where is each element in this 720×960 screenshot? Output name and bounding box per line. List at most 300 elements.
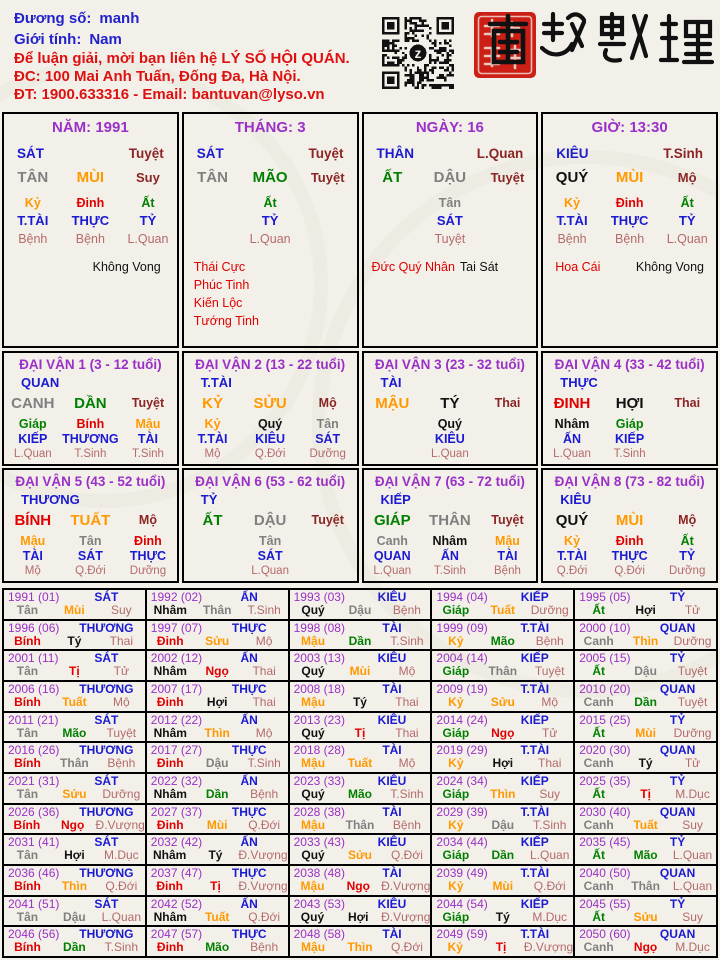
year-line-1 — [4, 714, 145, 727]
year-stem: Kỷ — [448, 817, 464, 832]
year-cell-2023 — [290, 774, 431, 803]
daivan-title: ĐẠI VẬN 1 (3 - 12 tuổi) — [19, 357, 162, 372]
year-cell-1994 — [432, 590, 573, 619]
year-line-2 — [147, 665, 288, 678]
daivan-stem: CANH — [11, 395, 55, 412]
daivan-hidden-stem-row — [543, 534, 716, 549]
year-god-label: THƯƠNG — [79, 804, 134, 819]
daivan-hidden-stage-1: L.Quan — [431, 448, 469, 460]
year-stage: Đ.Vượng — [381, 909, 431, 924]
pillar-title: GIỜ: 13:30 — [591, 119, 668, 136]
year-cell-2027 — [147, 805, 288, 834]
year-line-2 — [432, 757, 573, 770]
daivan-stage: Thai — [494, 396, 521, 410]
year-stage: Suy — [682, 909, 703, 924]
year-cell-1997 — [147, 621, 288, 650]
year-stem: Canh — [583, 940, 614, 955]
pillar-box-1 — [2, 112, 179, 348]
year-branch: Ngọ — [633, 940, 658, 955]
pillar-notes — [184, 258, 357, 330]
daivan-hidden-stem-1: Giáp — [615, 417, 644, 431]
year-branch: Dần — [63, 940, 86, 955]
year-god-label: THỰC — [231, 681, 267, 696]
pillar-note-1: Phúc Tinh — [193, 278, 250, 292]
pillar-stem-branch-row — [4, 168, 177, 187]
daivan-hidden-god-row — [543, 549, 716, 564]
year-stem: Mậu — [301, 940, 326, 955]
year-label: 2038 (48) — [293, 865, 345, 880]
daivan-hidden-stage-1: T.Sinh — [74, 448, 107, 460]
year-god-label: KIÊU — [377, 773, 407, 788]
year-branch: Thìn — [632, 633, 659, 648]
year-god-label: TỶ — [669, 773, 686, 788]
year-stage: T.Sinh — [533, 817, 567, 832]
year-branch: Sửu — [347, 848, 372, 863]
pillar-note-0: Hoa Cái — [555, 260, 601, 274]
year-stem: Tân — [16, 848, 39, 863]
year-cell-2031 — [4, 835, 145, 864]
year-stem: Nhâm — [153, 848, 187, 863]
pillar-hidden-stage-row — [4, 231, 177, 247]
daivan-hidden-stage-0 — [184, 564, 242, 578]
daivan-hidden-stem-row — [364, 534, 537, 549]
year-line-1 — [147, 622, 288, 635]
year-label: 2031 (41) — [8, 835, 60, 850]
year-god-label: QUAN — [659, 927, 696, 942]
year-stage: Mộ — [398, 664, 416, 679]
year-line-2 — [290, 696, 431, 709]
year-label: 2010 (20) — [579, 681, 631, 696]
daivan-hidden-stem-0: Kỷ — [204, 417, 221, 431]
daivan-hidden-stem-1: Nhâm — [432, 534, 468, 548]
year-branch: Tuất — [633, 817, 658, 832]
pillar-hidden-stem-row — [184, 195, 357, 211]
pillar-hidden-god-0 — [184, 213, 242, 229]
year-cell-2004 — [432, 651, 573, 680]
year-label: 1993 (03) — [293, 590, 345, 604]
year-branch: Mão — [347, 786, 372, 801]
year-god-label: QUAN — [659, 620, 696, 635]
year-stem: Tân — [16, 664, 39, 679]
year-line-2 — [290, 819, 431, 832]
year-label: 2045 (55) — [579, 896, 631, 911]
year-stage: Bệnh — [535, 633, 564, 648]
year-label: 2013 (23) — [293, 712, 345, 727]
year-label: 2039 (49) — [436, 865, 488, 880]
year-line-1 — [4, 622, 145, 635]
daivan-hidden-stage-row — [4, 447, 177, 461]
year-god-label: ẤN — [240, 773, 258, 788]
year-line-1 — [575, 806, 716, 819]
daivan-branch: THÂN — [429, 512, 471, 529]
year-stage: Dưỡng — [530, 603, 569, 617]
pillar-hidden-stage-2 — [479, 231, 537, 247]
year-stem: Tân — [16, 603, 39, 617]
pillar-branch: MÙI — [615, 169, 644, 186]
year-stem: Giáp — [442, 725, 470, 740]
daivan-hidden-stage-1: T.Sinh — [433, 565, 466, 577]
year-stage: Tử — [113, 664, 130, 679]
year-stem: Đinh — [156, 756, 184, 771]
year-line-2 — [4, 941, 145, 954]
year-line-2 — [290, 727, 431, 740]
year-cell-2040 — [575, 866, 716, 895]
year-stem: Nhâm — [153, 786, 187, 801]
pillar-note-3: Tướng Tinh — [193, 314, 259, 328]
year-branch: Tý — [352, 694, 367, 709]
daivan-hidden-god-1: THỰC — [611, 549, 648, 563]
year-stem: Mậu — [300, 878, 325, 893]
daivan-stem-branch-row — [364, 511, 537, 530]
year-stem: Ất — [592, 848, 605, 863]
year-cell-2015 — [575, 713, 716, 742]
daivan-hidden-stage-0: Mộ — [204, 448, 221, 460]
year-label: 2009 (19) — [436, 681, 488, 696]
daivan-hidden-stage-1: Q.Đới — [254, 448, 286, 460]
year-cell-2016 — [4, 743, 145, 772]
daivan-stem-branch-row — [543, 511, 716, 530]
pillar-hidden-stem-2 — [479, 195, 537, 211]
year-stem: Quý — [301, 664, 325, 679]
year-stage: L.Quan — [101, 909, 142, 924]
year-stem: Tân — [16, 909, 39, 924]
year-stem: Canh — [583, 694, 614, 709]
year-god-label: KIÊU — [377, 712, 407, 727]
year-label: 2050 (60) — [579, 927, 631, 942]
year-cell-2024 — [432, 774, 573, 803]
pillar-top-row — [364, 145, 537, 162]
year-line-2 — [432, 665, 573, 678]
pillar-hidden-god-2: TỶ — [678, 213, 696, 228]
year-label: 1999 (09) — [436, 620, 488, 635]
daivan-hidden-stem-row — [184, 534, 357, 549]
year-line-2 — [290, 911, 431, 924]
year-branch: Thân — [60, 756, 89, 771]
daivan-hidden-stem-row — [184, 417, 357, 432]
pillar-hidden-god-2 — [479, 213, 537, 229]
year-stage: T.Sinh — [390, 633, 424, 648]
daivan-hidden-stem-2 — [479, 417, 537, 432]
year-branch: Thìn — [204, 725, 230, 740]
year-line-2 — [575, 880, 716, 893]
pillar-note-0: Không Vong — [92, 260, 161, 274]
year-stage: M.Dục — [532, 909, 568, 924]
year-cell-2028 — [290, 805, 431, 834]
zalo-z-mark: z — [414, 46, 422, 62]
daivan-hidden-stage-2: T.Sinh — [131, 448, 164, 460]
year-stage: L.Quan — [672, 848, 713, 863]
year-cell-2035 — [575, 835, 716, 864]
year-branch: Thân — [202, 603, 232, 617]
pillar-box-3 — [362, 112, 539, 348]
gender-value: Nam — [89, 31, 122, 48]
year-line-1 — [4, 806, 145, 819]
year-stage: L.Quan — [530, 848, 570, 863]
year-cell-1992 — [147, 590, 288, 619]
year-god-label: TÀI — [382, 804, 402, 819]
year-stem: Bính — [14, 633, 41, 648]
daivan-stem-branch-row — [543, 394, 716, 413]
year-line-2 — [147, 911, 288, 924]
pillar-hidden-god-1: SÁT — [436, 213, 463, 228]
owner-label: Đương số: — [14, 10, 92, 27]
year-line-2 — [575, 941, 716, 954]
pillar-note-2: Kiến Lộc — [193, 296, 243, 310]
year-line-2 — [432, 849, 573, 862]
year-branch: Tuất — [204, 909, 230, 924]
year-branch: Tị — [69, 664, 80, 679]
year-cell-2005 — [575, 651, 716, 680]
year-branch: Hợi — [347, 909, 369, 924]
year-label: 2035 (45) — [579, 835, 631, 850]
daivan-hidden-god-1: ẤN — [440, 549, 459, 563]
year-line-1 — [575, 622, 716, 635]
year-branch: Tuất — [347, 756, 373, 771]
daivan-hidden-stage-2 — [299, 564, 357, 578]
year-line-1 — [290, 806, 431, 819]
year-label: 2049 (59) — [436, 927, 488, 942]
year-stage: T.Sinh — [247, 603, 281, 617]
year-god-label: ẤN — [240, 590, 258, 604]
pillar-hidden-stage-0: Bệnh — [18, 232, 48, 246]
pillar-hidden-stem-row — [364, 195, 537, 211]
year-label: 2037 (47) — [150, 865, 203, 880]
pillar-hidden-stem-0 — [364, 195, 422, 211]
pillar-hidden-stage-1: Tuyệt — [434, 232, 466, 246]
year-stage: Thai — [252, 664, 276, 679]
daivan-title: ĐẠI VẬN 2 (13 - 22 tuổi) — [195, 357, 346, 372]
contact-line-3: ĐT: 1900.633316 - Email: bantuvan@lyso.vn — [14, 86, 325, 103]
pillar-hidden-stage-2: L.Quan — [127, 232, 169, 246]
year-line-2 — [432, 604, 573, 617]
year-label: 2033 (43) — [293, 835, 345, 850]
year-line-2 — [4, 635, 145, 648]
pillar-hidden-stem-0 — [184, 195, 242, 211]
year-cell-2041 — [4, 897, 145, 926]
year-stage: Mộ — [398, 756, 416, 771]
year-stem: Quý — [301, 848, 325, 863]
pillar-branch: MÃO — [252, 169, 288, 186]
year-cell-2030 — [575, 805, 716, 834]
year-branch: Sửu — [62, 786, 87, 801]
daivan-box-4 — [541, 351, 718, 466]
year-line-2 — [4, 849, 145, 862]
year-god-label: SÁT — [94, 651, 119, 666]
year-god-label: KIÊU — [377, 651, 407, 666]
year-stage: Đ.Vượng — [238, 878, 288, 893]
daivan-stem-branch-row — [184, 511, 357, 530]
daivan-title: ĐẠI VẬN 6 (53 - 62 tuổi) — [195, 474, 346, 489]
daivan-stem: ĐINH — [553, 395, 591, 412]
pillar-hidden-god-2 — [299, 213, 357, 229]
year-god-label: KIẾP — [520, 590, 549, 604]
year-stage: Q.Đới — [248, 817, 281, 832]
year-line-2 — [4, 819, 145, 832]
daivan-hidden-stage-0 — [364, 447, 422, 461]
year-branch: Ngọ — [491, 725, 515, 740]
daivan-stem-branch-row — [4, 394, 177, 413]
year-line-2 — [432, 880, 573, 893]
year-label: 2003 (13) — [293, 651, 345, 666]
pillar-hidden-stage-row — [184, 231, 357, 247]
year-cell-2042 — [147, 897, 288, 926]
year-branch: Thân — [488, 664, 518, 679]
year-branch: Dậu — [63, 909, 86, 924]
pillar-hidden-stage-row — [364, 231, 537, 247]
daivan-hidden-stem-0: Nhâm — [554, 417, 590, 431]
pillar-notes — [543, 258, 716, 276]
pillar-hidden-stem-0: Kỷ — [24, 196, 41, 210]
daivan-stem: ẤT — [202, 512, 223, 529]
daivan-hidden-god-1: SÁT — [257, 549, 283, 563]
year-stage: Suy — [539, 786, 561, 801]
pillar-stem: TÂN — [17, 169, 49, 186]
daivan-hidden-stage-2: Dưỡng — [309, 448, 346, 460]
pillar-hidden-god-1: TỶ — [261, 213, 279, 228]
year-line-2 — [147, 604, 288, 617]
year-branch: Tị — [640, 786, 651, 801]
year-branch: Tị — [210, 878, 221, 893]
pillar-stem: ẤT — [382, 169, 403, 186]
year-stem: Nhâm — [153, 603, 187, 617]
year-line-1 — [147, 806, 288, 819]
year-cell-2012 — [147, 713, 288, 742]
year-label: 1992 (02) — [150, 590, 203, 604]
year-branch: Thìn — [61, 878, 88, 893]
daivan-hidden-stage-1: Q.Đới — [614, 565, 645, 577]
pillar-branch: DẬU — [433, 169, 467, 186]
year-stem: Nhâm — [153, 725, 187, 740]
year-line-1 — [147, 714, 288, 727]
year-branch: Dần — [491, 848, 515, 863]
year-stem: Quý — [300, 909, 325, 924]
year-stage: Mộ — [255, 633, 273, 648]
year-god-label: KIẾP — [520, 835, 549, 850]
year-stem: Đinh — [156, 694, 184, 709]
pillar-top-stage: L.Quan — [476, 146, 524, 161]
year-branch: Tuất — [490, 603, 515, 617]
year-line-2 — [147, 727, 288, 740]
daivan-stage: Mộ — [318, 396, 337, 410]
pillar-hidden-stem-2 — [299, 195, 357, 211]
pillars-row — [2, 112, 718, 348]
pillar-note-0: Đức Quý Nhân — [371, 260, 455, 274]
annual-years-table — [2, 588, 718, 958]
year-line-2 — [432, 696, 573, 709]
daivan-hidden-stage-2 — [479, 447, 537, 461]
year-stem: Quý — [301, 786, 325, 801]
pillar-hidden-stage-1: Bệnh — [75, 232, 105, 246]
year-stage: L.Quan — [672, 878, 713, 893]
year-label: 2001 (11) — [8, 651, 59, 666]
year-god-label: THỰC — [231, 620, 267, 635]
year-branch: Mùi — [64, 603, 85, 617]
year-line-2 — [147, 696, 288, 709]
year-stem: Kỷ — [448, 756, 464, 771]
year-label: 2040 (50) — [579, 865, 631, 880]
year-cell-1995 — [575, 590, 716, 619]
pillar-god-label: THÂN — [376, 146, 414, 161]
year-cell-2002 — [147, 651, 288, 680]
daivan-hidden-stem-0: Mậu — [20, 534, 46, 548]
year-cell-2048 — [290, 927, 431, 956]
daivan-hidden-god-0: KIẾP — [18, 432, 48, 446]
year-stage: Đ.Vượng — [238, 848, 288, 863]
year-cell-2050 — [575, 927, 716, 956]
year-label: 2017 (27) — [150, 743, 203, 758]
year-cell-2013 — [290, 713, 431, 742]
daivan-hidden-stem-0: Kỷ — [564, 534, 581, 548]
year-branch: Hợi — [64, 848, 85, 863]
daivan-stem: KỶ — [202, 395, 223, 412]
year-stage: Bệnh — [392, 603, 421, 617]
year-line-2 — [290, 604, 431, 617]
daivan-stage: Mộ — [678, 513, 697, 527]
pillar-hidden-god-0: T.TÀI — [17, 213, 49, 228]
daivan-hidden-god-row — [184, 432, 357, 447]
year-stage: Bệnh — [250, 940, 279, 955]
pillar-hidden-stage-2: L.Quan — [666, 232, 708, 246]
year-label: 2018 (28) — [293, 743, 345, 758]
year-stem: Ất — [592, 909, 605, 924]
daivan-hidden-stem-row — [4, 534, 177, 549]
year-cell-2019 — [432, 743, 573, 772]
pillar-hidden-stem-1: Ất — [263, 196, 277, 210]
daivan-hidden-stem-1: Quý — [437, 417, 463, 431]
pillar-hidden-god-0 — [364, 213, 422, 229]
year-god-label: KIÊU — [377, 835, 407, 850]
glyph-ly — [661, 16, 712, 62]
year-branch: Thìn — [347, 940, 373, 955]
year-label: 2029 (39) — [436, 804, 488, 819]
glyph-so — [600, 14, 646, 61]
year-cell-1993 — [290, 590, 431, 619]
daivan-stem: BÍNH — [14, 512, 52, 529]
year-cell-2049 — [432, 927, 573, 956]
year-line-2 — [147, 788, 288, 801]
year-stem: Bính — [14, 878, 41, 893]
year-branch: Sửu — [490, 694, 515, 709]
daivan-title: ĐẠI VẬN 7 (63 - 72 tuổi) — [374, 474, 525, 489]
daivan-hidden-stem-2: Đinh — [134, 534, 162, 548]
pillar-top-row — [184, 145, 357, 162]
year-branch: Tuất — [62, 694, 87, 709]
year-stem: Bính — [14, 940, 41, 955]
daivan-title: ĐẠI VẬN 8 (73 - 82 tuổi) — [554, 474, 705, 489]
daivan-hidden-stage-1: L.Quan — [251, 565, 289, 577]
year-god-label: TÀI — [382, 743, 402, 758]
year-line-2 — [4, 696, 145, 709]
year-god-label: ẤN — [240, 651, 258, 666]
pillar-branch-stage: Tuyệt — [310, 170, 345, 185]
year-branch: Tị — [354, 725, 366, 740]
year-cell-2000 — [575, 621, 716, 650]
daivan-box-5 — [2, 468, 179, 583]
year-stage: M.Dục — [103, 848, 139, 863]
year-label: 2007 (17) — [150, 681, 203, 696]
daivan-hidden-stage-row — [364, 564, 537, 578]
pillar-stem-branch-row — [543, 168, 716, 187]
year-god-label: T.TÀI — [520, 620, 550, 635]
daivan-stage: Mộ — [138, 513, 157, 527]
year-stem: Canh — [583, 756, 614, 771]
year-stage: Bệnh — [107, 756, 136, 771]
daivan-hidden-god-0: TÀI — [22, 549, 43, 563]
daivan-branch: DẬU — [253, 512, 287, 529]
daivan-hidden-stem-2: Mậu — [494, 534, 520, 548]
daivan-hidden-stage-2: Dưỡng — [669, 565, 706, 577]
year-line-2 — [147, 880, 288, 893]
